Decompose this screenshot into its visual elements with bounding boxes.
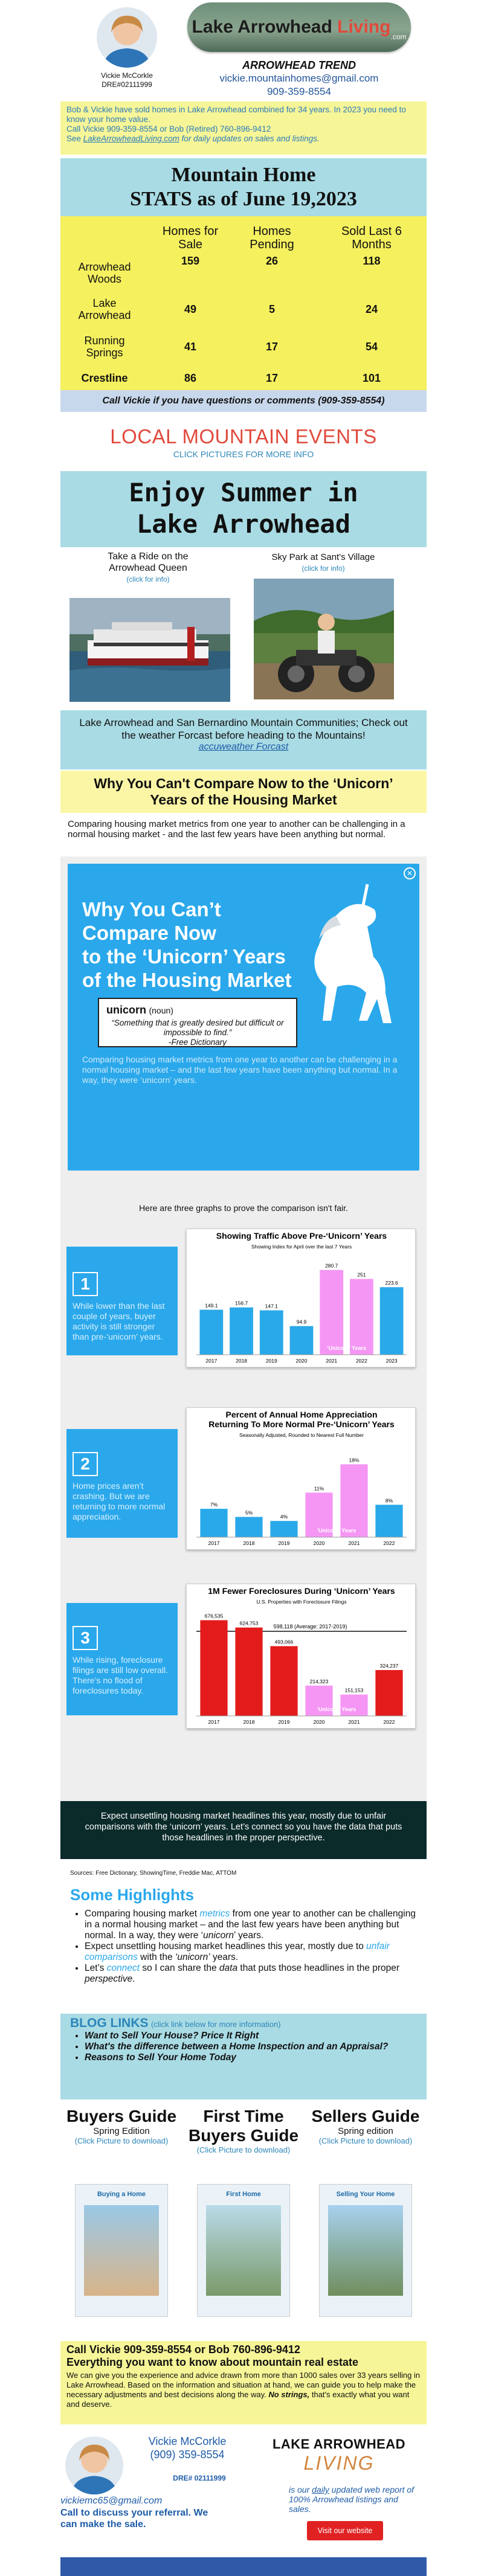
chart-bar xyxy=(270,1521,297,1537)
agent-dre: DRE#02111999 xyxy=(102,80,152,89)
chart-data-label: 223.6 xyxy=(385,1280,398,1286)
highlight-item xyxy=(85,1909,421,1941)
highlight-item xyxy=(85,1963,421,1985)
footer-brand-line-2: LIVING xyxy=(303,2452,375,2474)
guide-cover-image xyxy=(84,2205,159,2296)
chart-tick-label: 2022 xyxy=(383,1719,395,1725)
footer-bar xyxy=(60,2557,427,2576)
article-hero xyxy=(60,856,427,1180)
chart-bar xyxy=(375,1505,402,1537)
chart-tick-label: 2017 xyxy=(208,1540,220,1546)
guide-cover-title: Selling Your Home xyxy=(336,2191,395,2198)
chart-tick-label: 2022 xyxy=(383,1540,395,1546)
stats-cell: 49 xyxy=(184,303,197,315)
hero-title-line: Compare Now xyxy=(82,922,216,944)
event-2-title: Sky Park at Sant's Village xyxy=(271,552,375,562)
unicorn-illustration xyxy=(295,878,413,1029)
highlight-text: that puts those headlines in the proper xyxy=(237,1963,400,1973)
guide-title: Buyers Guide xyxy=(66,2107,177,2125)
event-1-title: Take a Ride on the Arrowhead Queen xyxy=(108,551,189,573)
chart-bar xyxy=(200,1620,227,1716)
chart-data-label: 151,153 xyxy=(344,1687,364,1694)
chart-bar xyxy=(235,1628,262,1716)
summer-banner xyxy=(60,471,427,547)
stats-title-line-2: STATS as of June 19,2023 xyxy=(130,188,357,210)
contact-body-em: No strings, xyxy=(268,2390,310,2399)
guide-1[interactable] xyxy=(60,2104,182,2339)
guide-cover-title: First Home xyxy=(226,2191,261,2198)
chart-1 xyxy=(187,1229,416,1368)
guide-edition: Spring Edition xyxy=(93,2126,150,2136)
definition-box xyxy=(98,998,297,1047)
chart-2 xyxy=(187,1408,416,1550)
chart-tick-label: 2020 xyxy=(313,1719,325,1725)
footer-brand-text-suffix: updated web report of 100% Arrowhead listings and sales. xyxy=(289,2485,414,2514)
highlight-text: Expect unsettling housing market headlines this year, mostly due to xyxy=(85,1941,367,1951)
events-subtitle: CLICK PICTURES FOR MORE INFO xyxy=(173,449,314,459)
footer-email[interactable]: vickiemc65@gmail.com xyxy=(60,2496,163,2506)
panel-text: Home prices aren’t crashing. But we are returning to more normal appreciation. xyxy=(73,1481,166,1521)
chart-average-label: 598,118 (Average: 2017-2019) xyxy=(273,1623,347,1630)
visit-website-button[interactable]: Visit our website xyxy=(307,2521,383,2540)
chart-card-3 xyxy=(186,1584,416,1729)
blog-heading xyxy=(70,2016,427,2031)
agent-photo xyxy=(97,7,157,68)
logo-accent: Living xyxy=(337,17,391,37)
event-2-photo[interactable] xyxy=(254,579,394,699)
chart-tick-label: 2020 xyxy=(295,1358,308,1364)
events-title: LOCAL MOUNTAIN EVENTS xyxy=(110,425,377,448)
chart-tick-label: 2018 xyxy=(236,1358,248,1364)
event-2-link[interactable]: (click for info) xyxy=(302,564,345,573)
contact-body-prefix: We can give you the experience and advice drawn from more than 1000 sales over 33 years selling in Lake Arrowhead. Based on the information and situation at hand, we can guide you to help make the necessary adjustments and best decisions along the way. xyxy=(66,2371,421,2399)
chart-data-label: 676,535 xyxy=(204,1613,224,1619)
panel-number: 2 xyxy=(73,1452,98,1476)
guide-cover-title: Buying a Home xyxy=(97,2191,146,2198)
stats-title-line-1: Mountain Home xyxy=(171,164,316,186)
chart-bar xyxy=(350,1279,373,1355)
stats-row-area: Running Springs xyxy=(84,335,125,359)
hero-caption: Comparing housing market metrics from one year to another can be challenging in a normal housing market – and the last few years have been anything but normal. In a way, they were ‘unicorn’ years. xyxy=(82,1055,398,1085)
highlight-text: years. xyxy=(210,1952,239,1962)
chart-bar xyxy=(199,1309,223,1355)
chart-tick-label: 2021 xyxy=(326,1358,338,1364)
footer-cta-line-1: Call to discuss your referral. We xyxy=(60,2508,208,2518)
guide-2[interactable] xyxy=(182,2104,305,2339)
graphs-section xyxy=(60,1180,427,1801)
chart-bar xyxy=(260,1310,283,1355)
chart-highlight-label: ‘Unicorn’ Years xyxy=(327,1345,367,1351)
chart-bar xyxy=(200,1509,227,1537)
stats-cell: 26 xyxy=(265,255,279,267)
chart-title: 1M Fewer Foreclosures During ‘Unicorn’ Years xyxy=(208,1586,395,1596)
chart-bar xyxy=(340,1695,367,1716)
chart-tick-label: 2018 xyxy=(243,1719,255,1725)
guide-download-link[interactable]: (Click Picture to download) xyxy=(318,2136,413,2145)
guide-cover-image xyxy=(206,2205,281,2296)
blog-list xyxy=(85,2031,399,2063)
highlight-text: connect xyxy=(106,1963,140,1973)
blog-link[interactable]: • Reasons to Sell Your Home Today xyxy=(85,2052,399,2063)
stats-table xyxy=(60,216,427,390)
stats-cell: 118 xyxy=(363,255,381,267)
chart-data-label: 4% xyxy=(280,1514,288,1520)
closing-box: Expect unsettling housing market headlines this year, mostly due to unfair comparisons with the ‘unicorn’ years. Let’s connect so you have the data that puts those headlines in the proper perspective. xyxy=(60,1801,427,1859)
chart-tick-label: 2019 xyxy=(278,1540,290,1546)
summer-banner-line-1: Enjoy Summer in xyxy=(129,478,358,507)
stats-cell: 159 xyxy=(181,255,200,267)
newsletter-title: ARROWHEAD TREND xyxy=(242,59,356,71)
chart-data-label: 11% xyxy=(314,1485,324,1492)
panel-text: While rising, foreclosure filings are still low overall. There’s no flood of foreclosures today. xyxy=(73,1655,168,1695)
chart-bar xyxy=(380,1287,404,1355)
panel-1 xyxy=(66,1247,178,1355)
guide-3[interactable] xyxy=(305,2104,427,2339)
contact-body-suffix: that's exactly what you want and deserve. xyxy=(66,2390,410,2409)
highlight-text: Comparing housing market xyxy=(85,1909,200,1919)
footer-brand-text xyxy=(289,2485,422,2514)
chart-tick-label: 2022 xyxy=(355,1358,367,1364)
definition-text: “Something that is greatly desired but difficult or impossible to find.” xyxy=(111,1018,284,1037)
highlight-text: perspective. xyxy=(85,1974,135,1984)
blog-link[interactable]: • Want to Sell Your House? Price It Right xyxy=(85,2031,399,2041)
definition-heading xyxy=(106,1004,289,1017)
chart-data-label: 156.7 xyxy=(234,1300,248,1306)
blog-box xyxy=(60,2014,427,2099)
hero-title-line: Why You Can’t xyxy=(82,898,221,920)
chart-card-2 xyxy=(186,1407,416,1550)
hero-panel xyxy=(68,864,419,1171)
weather-link[interactable]: accuweather Forcast xyxy=(198,742,289,752)
chart-data-label: 94.9 xyxy=(296,1319,307,1325)
stats-col-header-2: Homes Pending xyxy=(250,225,294,251)
intro-box xyxy=(60,101,427,155)
chart-bar xyxy=(230,1308,253,1355)
chart-title: Showing Traffic Above Pre-‘Unicorn’ Years xyxy=(216,1231,387,1241)
stats-cell: 54 xyxy=(365,341,378,353)
chart-title: Percent of Annual Home Appreciation xyxy=(225,1410,378,1419)
intro-line-1: Bob & Vickie have sold homes in Lake Arrowhead combined for 34 years. In 2023 you need to know your home value. xyxy=(66,105,406,124)
highlight-text: ‘unicorn’ xyxy=(175,1952,210,1962)
footer-dre: DRE# 02111999 xyxy=(173,2474,226,2482)
footer-brand-line-1: LAKE ARROWHEAD xyxy=(272,2436,406,2452)
chart-highlight-label: ‘Unicorn’ Years xyxy=(317,1527,356,1534)
weather-text: Lake Arrowhead and San Bernardino Mountain Communities; Check out the weather Forcast before heading to the Mountains! xyxy=(79,717,408,741)
stats-cell: 41 xyxy=(184,341,197,353)
stats-row-area: Lake Arrowhead xyxy=(78,297,131,321)
panel-number: 3 xyxy=(73,1626,98,1650)
guide-cover-image xyxy=(328,2205,403,2296)
blog-title: BLOG LINKS xyxy=(70,2016,149,2030)
highlight-text: ’ years. xyxy=(233,1930,264,1941)
guide-cover[interactable] xyxy=(197,2184,290,2317)
chart-tick-label: 2020 xyxy=(313,1540,325,1546)
header xyxy=(60,0,427,98)
highlights-title: Some Highlights xyxy=(70,1886,195,1904)
stats-cell: 17 xyxy=(265,341,279,353)
article-intro: Comparing housing market metrics from one year to another can be challenging in a normal housing market - and the last few years have been anything but normal. xyxy=(68,819,405,840)
chart-bar xyxy=(270,1646,297,1716)
hero-title-line: of the Housing Market xyxy=(82,969,292,991)
chart-data-label: 624,753 xyxy=(239,1620,259,1627)
blog-subtitle: (click link below for more information) xyxy=(150,2020,281,2029)
agent-name: Vickie McCorkle xyxy=(101,71,153,80)
logo-main: Lake Arrowhead xyxy=(192,17,338,37)
contact-body xyxy=(66,2371,421,2409)
contact-box xyxy=(60,2341,427,2424)
highlight-text: metrics xyxy=(199,1909,230,1919)
footer-cta-line-2: can make the sale. xyxy=(60,2519,146,2529)
guide-cover[interactable] xyxy=(75,2184,168,2317)
guide-edition: Spring edition xyxy=(338,2126,393,2136)
guide-download-link[interactable]: (Click Picture to download) xyxy=(196,2145,291,2154)
stats-cell: 86 xyxy=(184,372,197,384)
header-phone[interactable]: 909-359-8554 xyxy=(267,86,331,97)
logo[interactable] xyxy=(187,2,411,52)
footer xyxy=(60,2428,427,2549)
chart-data-label: 324,237 xyxy=(379,1663,399,1669)
chart-data-label: 8% xyxy=(385,1497,393,1504)
footer-agent-photo xyxy=(65,2436,123,2494)
event-1-photo[interactable] xyxy=(69,598,230,702)
stats-cell: 24 xyxy=(365,303,378,315)
footer-brand-text-em: daily xyxy=(312,2485,329,2494)
chart-data-label: 5% xyxy=(245,1509,253,1516)
chart-tick-label: 2018 xyxy=(243,1540,255,1546)
highlights-list xyxy=(85,1909,421,1985)
intro-website-link[interactable]: LakeArrowheadLiving.com xyxy=(83,134,179,143)
guide-title: First Time Buyers Guide xyxy=(188,2107,299,2145)
chart-tick-label: 2019 xyxy=(265,1358,277,1364)
close-icon[interactable]: ✕ xyxy=(404,867,416,879)
chart-data-label: 18% xyxy=(349,1457,360,1463)
highlight-item xyxy=(85,1941,421,1963)
chart-title: Returning To More Normal Pre-‘Unicorn’ Years xyxy=(208,1419,395,1429)
chart-data-label: 493,066 xyxy=(274,1639,294,1645)
guide-download-link[interactable]: (Click Picture to download) xyxy=(74,2136,169,2145)
guide-cover[interactable] xyxy=(319,2184,412,2317)
chart-data-label: 7% xyxy=(210,1502,218,1508)
chart-tick-label: 2021 xyxy=(348,1719,360,1725)
highlight-text: unicorn xyxy=(203,1930,234,1941)
contact-heading-1: Call Vickie 909-359-8554 or Bob 760-896-9412 xyxy=(66,2343,300,2356)
chart-subtitle: Seasonally Adjusted, Rounded to Nearest Full Number xyxy=(239,1432,364,1438)
chart-card-1 xyxy=(186,1229,416,1367)
chart-bar xyxy=(340,1464,367,1537)
stats-row-area: Arrowhead Woods xyxy=(78,261,131,285)
article-headline: Why You Can't Compare Now to the ‘Unicorn’ Years of the Housing Market xyxy=(60,771,427,813)
highlight-text: with the xyxy=(137,1952,175,1962)
intro-line-3-suffix: for daily updates on sales and listings. xyxy=(179,134,320,143)
chart-highlight-label: ‘Unicorn’ Years xyxy=(317,1706,356,1712)
chart-bar xyxy=(290,1326,314,1355)
panel-3 xyxy=(66,1603,178,1715)
panel-2 xyxy=(66,1429,178,1538)
stats-title-box xyxy=(60,158,427,216)
highlight-text: Let’s xyxy=(85,1963,107,1973)
chart-subtitle: Showing Index for April over the last 7 Years xyxy=(251,1244,352,1250)
highlight-text: unfair comparisons xyxy=(85,1941,390,1962)
panel-text: While lower than the last couple of years, buyer activity is still stronger than pre-‘unicorn’ years. xyxy=(73,1301,165,1341)
guide-title: Sellers Guide xyxy=(311,2107,420,2125)
stats-row-area: Crestline xyxy=(81,372,128,384)
graphs-intro: Here are three graphs to prove the comparison isn't fair. xyxy=(139,1203,348,1213)
logo-com: .com xyxy=(390,33,407,41)
highlight-text: data xyxy=(219,1963,238,1973)
chart-tick-label: 2019 xyxy=(278,1719,290,1725)
guides-section xyxy=(60,2104,427,2339)
stats-cell: 5 xyxy=(268,303,275,315)
event-1-link[interactable]: (click for info) xyxy=(126,575,170,583)
hero-title xyxy=(82,898,300,992)
stats-col-header-1: Homes for Sale xyxy=(162,225,219,251)
contact-heading-2: Everything you want to know about mountain real estate xyxy=(66,2356,359,2368)
definition-pos: (noun) xyxy=(149,1006,173,1015)
chart-bar xyxy=(320,1270,343,1355)
chart-tick-label: 2017 xyxy=(205,1358,218,1364)
footer-name: Vickie McCorkle xyxy=(148,2435,227,2447)
weather-box xyxy=(60,710,427,769)
chart-tick-label: 2023 xyxy=(385,1358,398,1364)
definition-source: -Free Dictionary xyxy=(168,1038,227,1047)
chart-data-label: 147.1 xyxy=(265,1303,278,1309)
panel-number: 1 xyxy=(73,1272,98,1296)
chart-tick-label: 2017 xyxy=(208,1719,220,1725)
header-email[interactable]: vickie.mountainhomes@gmail.com xyxy=(219,72,379,84)
chart-data-label: 280.7 xyxy=(325,1262,338,1269)
stats-cell: 101 xyxy=(362,372,381,384)
chart-data-label: 214,323 xyxy=(309,1678,329,1685)
definition-word: unicorn xyxy=(106,1004,146,1016)
summer-banner-line-2: Lake Arrowhead xyxy=(136,509,350,539)
stats-cell: 17 xyxy=(265,372,279,384)
highlight-text: so I can share the xyxy=(140,1963,219,1973)
chart-subtitle: U.S. Properties with Foreclosure Filings xyxy=(256,1599,347,1605)
chart-bar xyxy=(375,1670,402,1716)
blog-link[interactable]: • What's the difference between a Home Inspection and an Appraisal? xyxy=(85,2041,399,2052)
stats-cta[interactable]: Call Vickie if you have questions or comments (909-359-8554) xyxy=(60,390,427,412)
stats-col-header-3: Sold Last 6 Months xyxy=(341,225,402,251)
intro-line-2: Call Vickie 909-359-8554 or Bob (Retired) 760-896-9412 xyxy=(66,124,271,133)
hero-title-line: to the ‘Unicorn’ Years xyxy=(82,945,286,968)
highlight-text: from one year to another can be challenging in a normal housing market – and the last few years have been anything but normal. In a way, they were ‘ xyxy=(85,1909,416,1941)
chart-data-label: 149.1 xyxy=(205,1302,218,1309)
chart-tick-label: 2021 xyxy=(348,1540,360,1546)
sources: Sources: Free Dictionary, ShowingTime, Freddie Mac, ATTOM xyxy=(70,1870,237,1877)
chart-bar xyxy=(235,1517,262,1538)
chart-data-label: 251 xyxy=(357,1271,366,1278)
footer-brand-text-prefix: is our xyxy=(289,2485,312,2494)
chart-3 xyxy=(187,1584,416,1729)
intro-line-3 xyxy=(66,134,421,144)
intro-line-3-prefix: See xyxy=(66,134,83,143)
footer-phone[interactable]: (909) 359-8554 xyxy=(150,2449,225,2461)
